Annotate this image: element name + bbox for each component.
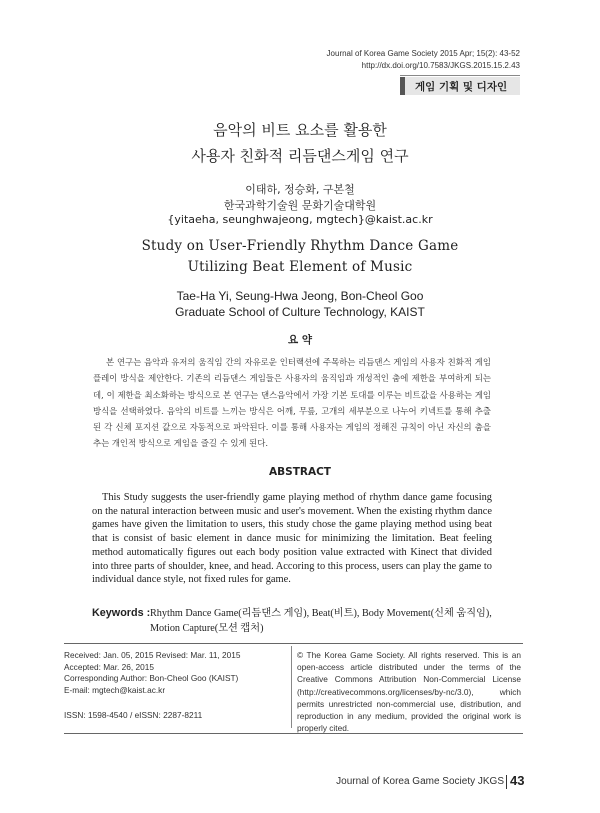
title-kr-line2: 사용자 친화적 리듬댄스게임 연구 bbox=[191, 147, 409, 165]
page-number: 43 bbox=[510, 773, 525, 788]
footer-top-rule bbox=[64, 643, 523, 644]
authors-kr: 이태하, 정승화, 구본철 bbox=[245, 183, 355, 196]
doi-link[interactable]: http://dx.doi.org/10.7583/JKGS.2015.15.2.43 bbox=[361, 61, 520, 70]
abstract-kr: 본 연구는 음악과 유저의 움직임 간의 자유로운 인터랙션에 주목하는 리듬댄스 게임의 사용자 친화적 게임 플레이 방식을 제안한다. 기존의 리듬댄스 게임들은 사용자의 움직임과 개성적인 춤에 제한을 부여하게 되는데, 이 제한을 최소화하는 방식으로 본 연구는 댄스음악에서 가장 기본 토대를 이루는 비트값을 사용하는 게임 방식을 선택하였다. 음악의 비트를 느끼는 방식은 어깨, 무릎, 고개의 세부분으로 나누어 키넥트를 통해 추출된 각 신체 포지션 값으로 자동적으로 파악된다. 이를 통해 사용자는 게임의 정해진 규칙이 아닌 자신의 춤을 추는 개인적 방식으로 게임을 즐길 수 있게 된다. bbox=[93, 357, 491, 449]
accepted: Accepted: Mar. 26, 2015 bbox=[64, 661, 154, 672]
issn: ISSN: 1598-4540 / eISSN: 2287-8211 bbox=[64, 710, 203, 721]
journal-citation: Journal of Korea Game Society 2015 Apr; 15(2): 43-52 bbox=[326, 49, 520, 58]
keywords-label: Keywords : bbox=[92, 607, 151, 619]
page-footer-separator bbox=[506, 775, 507, 789]
spacer bbox=[64, 696, 294, 710]
received-revised: Received: Jan. 05, 2015 Revised: Mar. 11, 2015 bbox=[64, 650, 241, 660]
section-tab bbox=[400, 77, 520, 95]
license-notice: © The Korea Game Society. All rights reserved. This is an open-access article distributed under the terms of the Creative Commons Attribution Non-Commercial License (http://creativecommons.org/licenses/by-nc/3.0), which permits unrestricted non-commercial use, distribution, and reproduction in any medium, provided the original work is properly cited. bbox=[297, 650, 521, 734]
affiliation-en: Graduate School of Culture Technology, KAIST bbox=[175, 305, 425, 319]
authors-en: Tae-Ha Yi, Seung-Hwa Jeong, Bon-Cheol Goo bbox=[176, 289, 424, 303]
corresponding-author: Corresponding Author: Bon-Cheol Goo (KAIST) bbox=[64, 673, 239, 684]
article-info bbox=[64, 650, 294, 722]
keywords: Rhythm Dance Game(리듬댄스 게임), Beat(비트), Body Movement(신체 움직임), Motion Capture(모션 캡처) bbox=[150, 608, 492, 634]
section-tab-marker bbox=[400, 77, 405, 95]
footer-bottom-rule bbox=[64, 733, 523, 734]
section-label: 게임 기획 및 디자인 bbox=[415, 80, 508, 93]
title-kr-line1: 음악의 비트 요소를 활용한 bbox=[213, 121, 387, 139]
author-email: E-mail: mgtech@kaist.ac.kr bbox=[64, 684, 166, 695]
abstract-en: This Study suggests the user-friendly game playing method of rhythm dance game focusing on the natural interaction between music and user's movement. When the existing rhythm dance games have given the limitation to users, this study chose the game playing method using beat that is consist of basic element in dance music for minimizing the limitation. Beat feeling method automatically figures out each body position value extracted with Kinect that divided into three parts of shoulder, knee, and head. Accoring to this process, users can play the game to individual dance style, not fixed rules for game. bbox=[92, 492, 492, 586]
page-footer-journal: Journal of Korea Game Society JKGS bbox=[336, 776, 504, 787]
affiliation-kr: 한국과학기술원 문화기술대학원 bbox=[223, 199, 377, 212]
title-en-line1: Study on User-Friendly Rhythm Dance Game bbox=[141, 238, 459, 254]
abstract-kr-heading: 요 약 bbox=[288, 334, 312, 346]
abstract-en-heading: ABSTRACT bbox=[269, 466, 331, 478]
title-en-line2: Utilizing Beat Element of Music bbox=[187, 259, 413, 275]
author-emails: {yitaeha, seunghwajeong, mgtech}@kaist.ac.kr bbox=[167, 213, 433, 226]
header-rule bbox=[400, 75, 520, 76]
